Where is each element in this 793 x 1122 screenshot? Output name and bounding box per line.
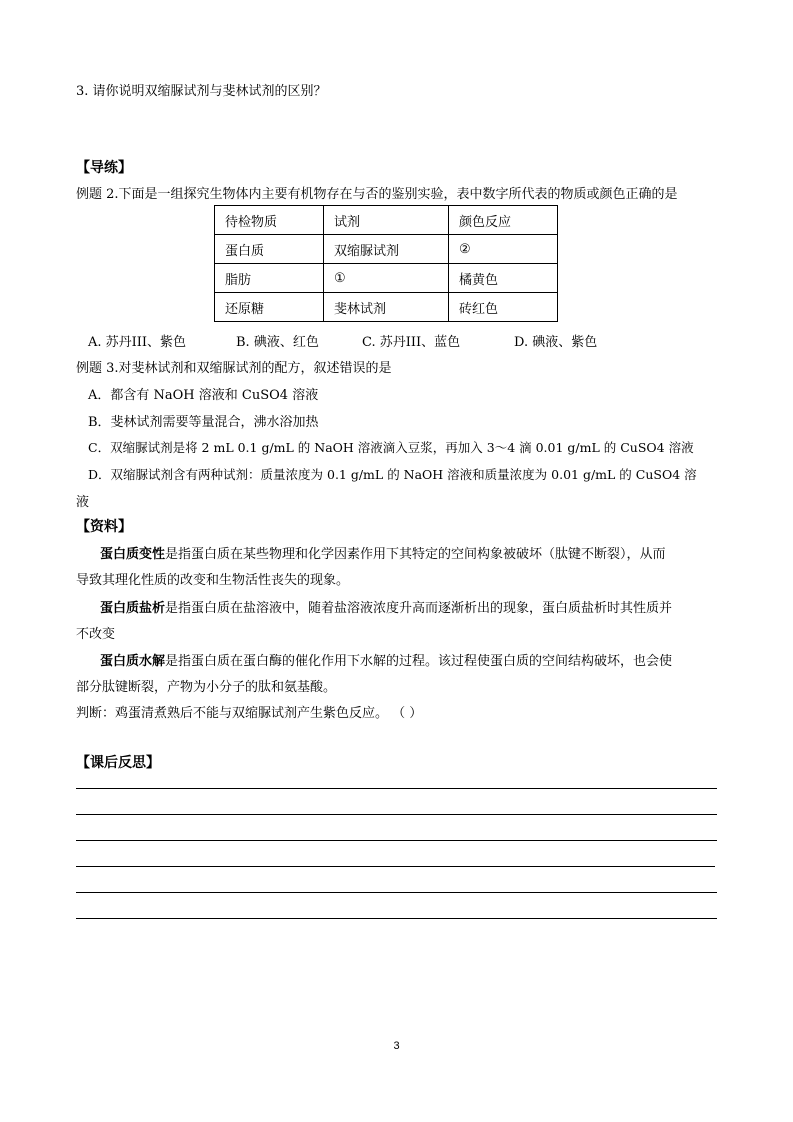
writing-line xyxy=(76,840,717,841)
table-cell: 双缩脲试剂 xyxy=(324,235,449,264)
example2-option-a: A. 苏丹III、紫色 xyxy=(88,335,187,350)
example3-option-d: D．双缩脲试剂含有两种试剂：质量浓度为 0.1 g/mL 的 NaOH 溶液和质量浓度为 0.01 g/mL 的 CuSO4 溶 xyxy=(88,467,697,482)
paragraph-text: 是指蛋白质在盐溶液中，随着盐溶液浓度升高而逐渐析出的现象，蛋白质盐析时其性质并 xyxy=(165,601,673,616)
writing-line xyxy=(76,788,717,789)
material-paragraph-3 xyxy=(100,650,672,669)
table-cell: ① xyxy=(324,264,449,293)
writing-line xyxy=(76,814,717,815)
term-salting-out: 蛋白质盐析 xyxy=(100,601,166,616)
table-cell: 还原糖 xyxy=(215,293,324,322)
page-number: 3 xyxy=(393,1040,400,1052)
example3-option-c: C．双缩脲试剂是将 2 mL 0.1 g/mL 的 NaOH 溶液滴入豆浆，再加入 3～4 滴 0.01 g/mL 的 CuSO4 溶液 xyxy=(88,440,694,455)
example2-option-c: C. 苏丹III、蓝色 xyxy=(362,335,461,350)
example2-option-b: B. 碘液、红色 xyxy=(236,335,319,350)
writing-line xyxy=(76,918,717,919)
table-row xyxy=(215,293,558,322)
example2-option-d: D. 碘液、紫色 xyxy=(514,335,598,350)
table-cell: ② xyxy=(449,235,558,264)
table-header-cell: 试剂 xyxy=(324,206,449,235)
writing-line xyxy=(76,892,717,893)
example3-option-d-cont: 液 xyxy=(76,495,90,510)
example2-stem: 例题 2.下面是一组探究生物体内主要有机物存在与否的鉴别实验，表中数字所代表的物质或颜色正确的是 xyxy=(76,187,678,202)
table-cell: 橘黄色 xyxy=(449,264,558,293)
example3-stem: 例题 3.对斐林试剂和双缩脲试剂的配方，叙述错误的是 xyxy=(76,361,392,376)
material-paragraph-1-cont: 导致其理化性质的改变和生物活性丧失的现象。 xyxy=(76,573,350,588)
table-row xyxy=(215,264,558,293)
term-denaturation: 蛋白质变性 xyxy=(100,547,166,562)
table-header-cell: 待检物质 xyxy=(215,206,324,235)
judge-statement: 判断：鸡蛋清煮熟后不能与双缩脲试剂产生紫色反应。 （ ） xyxy=(76,706,423,721)
question-3: 3. 请你说明双缩脲试剂与斐林试剂的区别？ xyxy=(76,84,327,99)
term-hydrolysis: 蛋白质水解 xyxy=(100,654,166,669)
writing-line xyxy=(76,866,715,867)
example3-option-b: B．斐林试剂需要等量混合，沸水浴加热 xyxy=(88,415,319,430)
section-material-heading: 【资料】 xyxy=(76,519,132,535)
table-header-row xyxy=(215,206,558,235)
table-cell: 砖红色 xyxy=(449,293,558,322)
table-cell: 蛋白质 xyxy=(215,235,324,264)
table-cell: 斐林试剂 xyxy=(324,293,449,322)
table-header-cell: 颜色反应 xyxy=(449,206,558,235)
section-reflection-heading: 【课后反思】 xyxy=(76,755,160,771)
table-cell: 脂肪 xyxy=(215,264,324,293)
example2-table xyxy=(214,205,558,322)
material-paragraph-3-cont: 部分肽键断裂，产物为小分子的肽和氨基酸。 xyxy=(76,680,337,695)
material-paragraph-2-cont: 不改变 xyxy=(76,627,116,642)
paragraph-text: 是指蛋白质在某些物理和化学因素作用下其特定的空间构象被破坏（肽键不断裂），从而 xyxy=(165,547,666,562)
material-paragraph-2 xyxy=(100,597,672,616)
example3-option-a: A．都含有 NaOH 溶液和 CuSO4 溶液 xyxy=(88,388,319,403)
section-guide-heading: 【导练】 xyxy=(76,160,132,176)
table-row xyxy=(215,235,558,264)
material-paragraph-1 xyxy=(100,543,666,562)
paragraph-text: 是指蛋白质在蛋白酶的催化作用下水解的过程。该过程使蛋白质的空间结构破坏，也会使 xyxy=(165,654,673,669)
